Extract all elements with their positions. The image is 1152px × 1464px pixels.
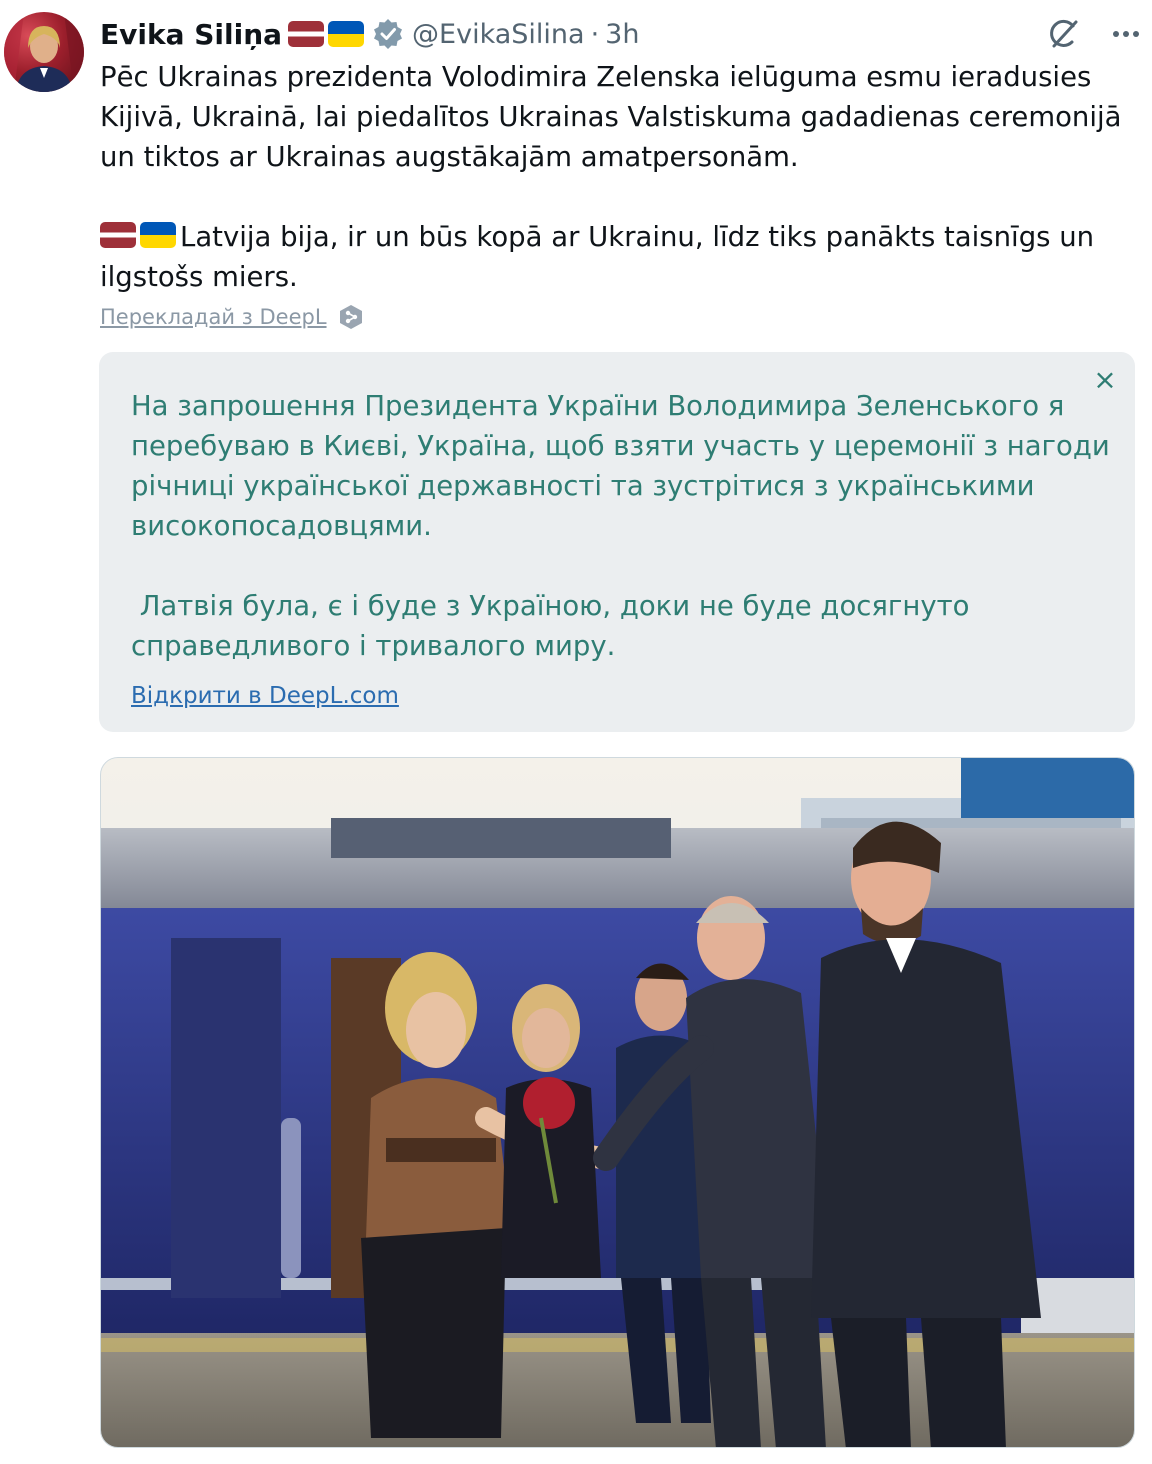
- deepl-logo-icon: [337, 303, 365, 331]
- open-in-deepl-link[interactable]: Відкрити в DeepL.com: [131, 683, 399, 709]
- translate-row: [100, 300, 365, 334]
- author-name[interactable]: Evika Siliņa: [100, 17, 283, 51]
- tweet-paragraph-2: Latvija bija, ir un būs kopā ar Ukrainu, līdz tiks panākts taisnīgs un ilgstošs miers.: [100, 221, 1095, 293]
- grok-icon[interactable]: [1046, 16, 1082, 52]
- verified-badge-icon[interactable]: [372, 18, 404, 50]
- translation-text: [131, 386, 1111, 666]
- translate-with-deepl-link[interactable]: Перекладай з DeepL: [100, 305, 327, 329]
- tweet-paragraph-2-line: [100, 217, 1140, 297]
- profile-photo: [4, 12, 84, 92]
- tweet-paragraph-1: Pēc Ukrainas prezidenta Volodimira Zelenska ielūguma esmu ieradusies Kijivā, Ukrainā, lai piedalītos Ukrainas Valstiskuma gadadienas ceremonijā un tiktos ar Ukrainas augstākajām amatpersonām.: [100, 61, 1122, 173]
- close-icon[interactable]: ×: [1093, 363, 1117, 396]
- ukraine-flag-icon: [140, 222, 176, 248]
- tweet-header: [100, 14, 1152, 54]
- latvia-flag-icon: [100, 222, 136, 248]
- separator-dot: ·: [590, 18, 600, 50]
- translation-panel: [99, 352, 1135, 732]
- tweet-photo[interactable]: [100, 757, 1135, 1448]
- ukraine-flag-icon: [328, 21, 364, 47]
- train-station-photo: [101, 758, 1135, 1448]
- tweet-text: [100, 57, 1140, 297]
- latvia-flag-icon: [288, 21, 324, 47]
- paragraph-gap: [100, 177, 1140, 217]
- translation-paragraph-2: Латвія була, є і буде з Україною, доки не буде досягнуто справедливого і тривалого миру.: [131, 590, 979, 662]
- avatar[interactable]: [4, 12, 84, 92]
- author-handle[interactable]: @EvikaSilina: [412, 18, 585, 50]
- more-options-icon[interactable]: [1108, 16, 1144, 52]
- paragraph-gap: [131, 546, 1111, 586]
- translation-paragraph-1: На запрошення Президента України Володимира Зеленського я перебуваю в Києві, Україна, щоб взяти участь у церемонії з нагоди річниці української державності та зустрітися з українськими високопосадовцями.: [131, 390, 1110, 542]
- timestamp[interactable]: 3h: [605, 18, 640, 50]
